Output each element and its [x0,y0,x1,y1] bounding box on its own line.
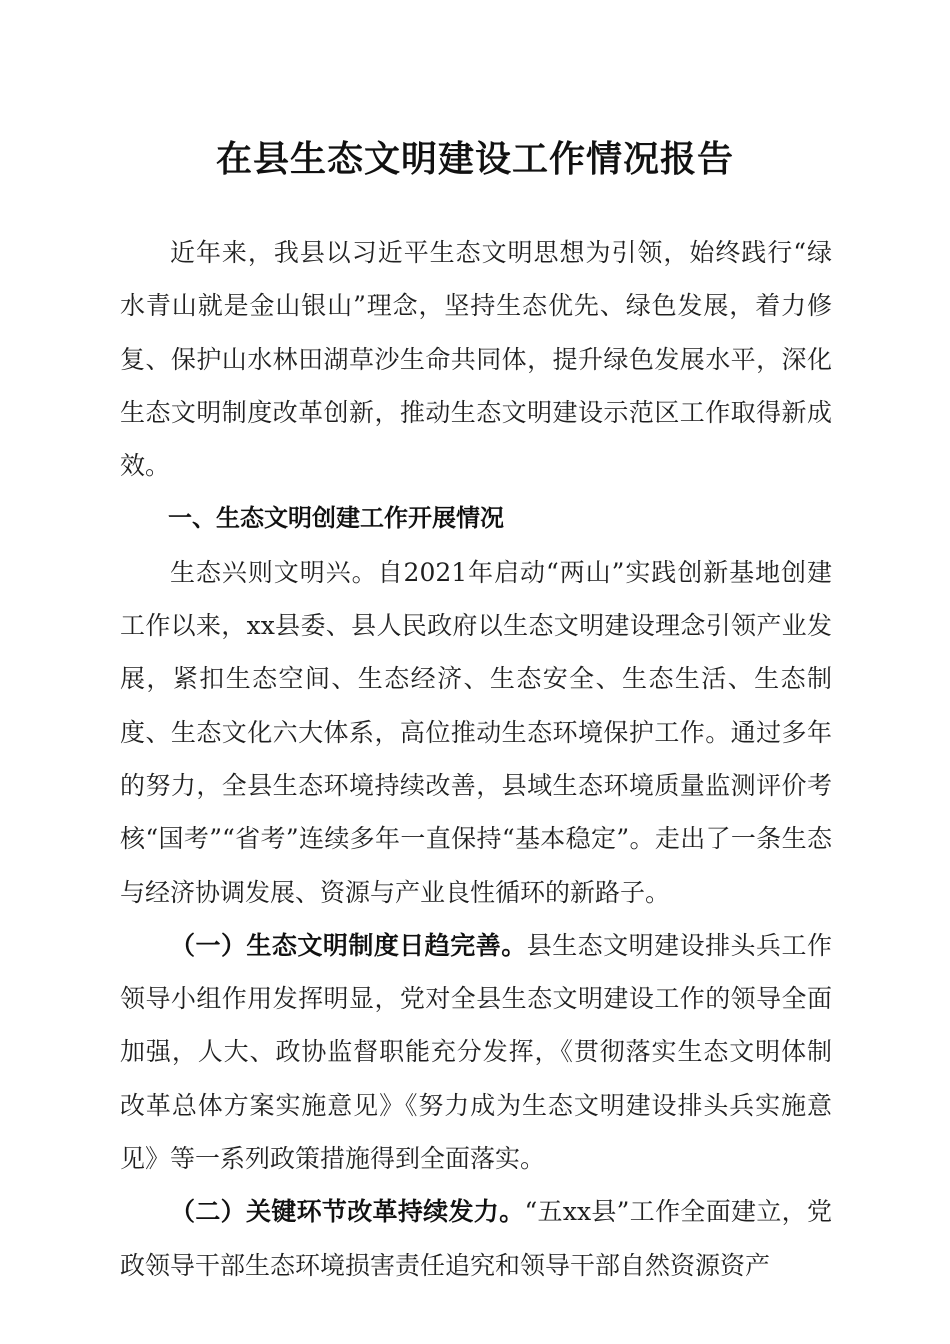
document-body [120,226,832,1292]
subsection-1-lead: （一）生态文明制度日趋完善。 [170,930,527,960]
subsection-1-paragraph [120,919,832,1185]
intro-paragraph: 近年来，我县以习近平生态文明思想为引领，始终践行“绿水青山就是金山银山”理念，坚持生态优先、绿色发展，着力修复、保护山水林田湖草沙生命共同体，提升绿色发展水平，深化生态文明制度改革创新，推动生态文明建设示范区工作取得新成效。 [120,238,832,481]
subsection-2-text: “五xx县”工作全面建立，党政领导干部生态环境损害责任追究和领导干部自然资源资产 [120,1197,832,1280]
section-heading: 一、生态文明创建工作开展情况 [168,504,504,533]
subsection-2-lead: （二）关键环节改革持续发力。 [170,1197,525,1227]
subsection-1-text: 县生态文明建设排头兵工作领导小组作用发挥明显，党对全县生态文明建设工作的领导全面加强，人大、政协监督职能充分发挥，《贯彻落实生态文明体制改革总体方案实施意见》《努力成为生态文明建设排头兵实施意见》等一系列政策措施得到全面落实。 [120,930,832,1174]
subsection-2-paragraph [120,1185,832,1292]
section-paragraph: 生态兴则文明兴。自2021年启动“两山”实践创新基地创建工作以来，xx县委、县人民政府以生态文明建设理念引领产业发展，紧扣生态空间、生态经济、生态安全、生态生活、生态制度、生态文化六大体系，高位推动生态环境保护工作。通过多年的努力，全县生态环境持续改善，县域生态环境质量监测评价考核“国考”“省考”连续多年一直保持“基本稳定”。走出了一条生态与经济协调发展、资源与产业良性循环的新路子。 [120,557,832,907]
document-title: 在县生态文明建设工作情况报告 [215,139,734,180]
